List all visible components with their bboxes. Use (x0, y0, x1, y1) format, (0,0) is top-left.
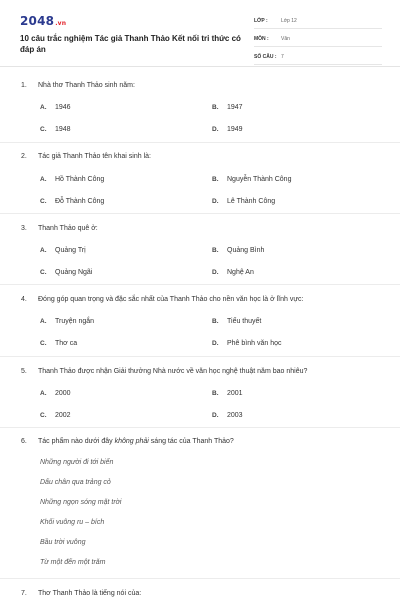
option-c[interactable] (40, 126, 71, 133)
option-letter: C. (40, 269, 47, 276)
question-text-part: Tác phẩm nào dưới đây (38, 438, 115, 445)
option-letter: A. (40, 390, 47, 397)
option-b[interactable] (212, 390, 243, 397)
option-letter: B. (212, 318, 219, 325)
question-number: 4. (21, 296, 27, 303)
option-text: 2002 (55, 412, 71, 419)
option-a[interactable] (40, 104, 71, 111)
question-separator (0, 356, 400, 357)
meta-row-class (254, 14, 382, 29)
option-text: Quảng Bình (227, 247, 265, 254)
option-text: 1946 (55, 104, 71, 111)
question-text: Thanh Thảo quê ở: (38, 225, 98, 232)
option-letter: D. (212, 126, 219, 133)
option-letter: A. (40, 247, 47, 254)
option-a[interactable] (40, 318, 94, 325)
header-divider (0, 66, 400, 67)
question-text-emphasis: không phải (114, 438, 149, 445)
meta-label: MÔN : (254, 36, 269, 42)
meta-value: 7 (281, 54, 284, 60)
option-c[interactable] (40, 412, 71, 419)
logo-text: 2048 (20, 14, 55, 28)
question-number: 2. (21, 153, 27, 160)
option-letter: B. (212, 247, 219, 254)
option-letter: D. (212, 412, 219, 419)
option-text: 1948 (55, 126, 71, 133)
page-header (0, 0, 400, 66)
option-c[interactable] (40, 269, 92, 276)
option-text: Truyện ngắn (55, 318, 95, 325)
option-d[interactable] (212, 412, 243, 419)
question-text: Đóng góp quan trọng và đặc sắc nhất của Thanh Thảo cho nền văn học là ở lĩnh vực: (38, 296, 304, 303)
question-separator (0, 142, 400, 143)
option-letter: C. (40, 126, 47, 133)
question-text: Thơ Thanh Thảo là tiếng nói của: (38, 590, 142, 597)
option-text: Phê bình văn học (227, 340, 282, 347)
question-text-part: sáng tác của Thanh Thảo? (148, 438, 234, 445)
option-letter: C. (40, 412, 47, 419)
question-number: 7. (21, 590, 27, 597)
option-a[interactable] (40, 176, 104, 183)
option-b[interactable] (212, 318, 261, 325)
question-separator (0, 213, 400, 214)
option-text: Hồ Thành Công (55, 176, 105, 183)
option-letter: A. (40, 176, 47, 183)
question-text: Nhà thơ Thanh Thảo sinh năm: (38, 82, 135, 89)
meta-row-count (254, 50, 382, 65)
option-text: Quảng Trị (55, 247, 86, 254)
option-text: 2001 (227, 390, 243, 397)
list-item: Khối vuông ru – bích (40, 519, 105, 526)
meta-value: Lớp 12 (281, 18, 297, 24)
option-text: 1947 (227, 104, 243, 111)
option-letter: B. (212, 390, 219, 397)
option-text: Tiểu thuyết (227, 318, 262, 325)
option-letter: C. (40, 198, 47, 205)
option-d[interactable] (212, 340, 282, 347)
option-a[interactable] (40, 390, 71, 397)
question-text: Tác giả Thanh Thảo tên khai sinh là: (38, 153, 151, 160)
option-b[interactable] (212, 104, 243, 111)
option-d[interactable] (212, 126, 243, 133)
option-c[interactable] (40, 198, 104, 205)
meta-row-subject (254, 32, 382, 47)
option-c[interactable] (40, 340, 77, 347)
option-b[interactable] (212, 176, 291, 183)
page-title: 10 câu trắc nghiệm Tác giả Thanh Thảo Kết nối tri thức có đáp án (20, 34, 241, 54)
list-item: Những người đi tới biển (40, 459, 114, 466)
option-text: 2000 (55, 390, 71, 397)
question-separator (0, 578, 400, 579)
option-text: Nghệ An (227, 269, 254, 276)
option-letter: B. (212, 104, 219, 111)
meta-label: LỚP : (254, 18, 268, 24)
logo-tld: .vn (55, 20, 67, 27)
option-text: 2003 (227, 412, 243, 419)
question-number: 6. (21, 438, 27, 445)
option-text: Lê Thành Công (227, 198, 276, 205)
option-text: Đỗ Thành Công (55, 198, 105, 205)
option-d[interactable] (212, 269, 254, 276)
option-text: Nguyễn Thành Công (227, 176, 292, 183)
option-letter: A. (40, 104, 47, 111)
option-letter: B. (212, 176, 219, 183)
option-a[interactable] (40, 247, 86, 254)
question-number: 5. (21, 368, 27, 375)
option-text: 1949 (227, 126, 243, 133)
question-number: 1. (21, 82, 27, 89)
question-separator (0, 427, 400, 428)
question-text (38, 438, 234, 445)
list-item: Bầu trời vuông (40, 539, 86, 546)
list-item: Dấu chân qua trảng cỏ (40, 479, 111, 486)
question-number: 3. (21, 225, 27, 232)
question-separator (0, 284, 400, 285)
meta-label: SỐ CÂU : (254, 54, 277, 60)
option-d[interactable] (212, 198, 275, 205)
meta-value: Văn (281, 36, 290, 42)
list-item: Những ngọn sóng mặt trời (40, 499, 122, 506)
option-letter: D. (212, 340, 219, 347)
list-item: Từ một đến một trăm (40, 559, 106, 566)
option-letter: A. (40, 318, 47, 325)
option-letter: C. (40, 340, 47, 347)
option-letter: D. (212, 269, 219, 276)
option-b[interactable] (212, 247, 264, 254)
option-text: Thơ ca (55, 340, 78, 347)
option-text: Quảng Ngãi (55, 269, 93, 276)
question-text: Thanh Thảo được nhận Giải thưởng Nhà nước về văn học nghệ thuật năm bao nhiêu? (38, 368, 308, 375)
option-letter: D. (212, 198, 219, 205)
meta-info (254, 14, 382, 68)
site-logo[interactable] (20, 14, 66, 28)
